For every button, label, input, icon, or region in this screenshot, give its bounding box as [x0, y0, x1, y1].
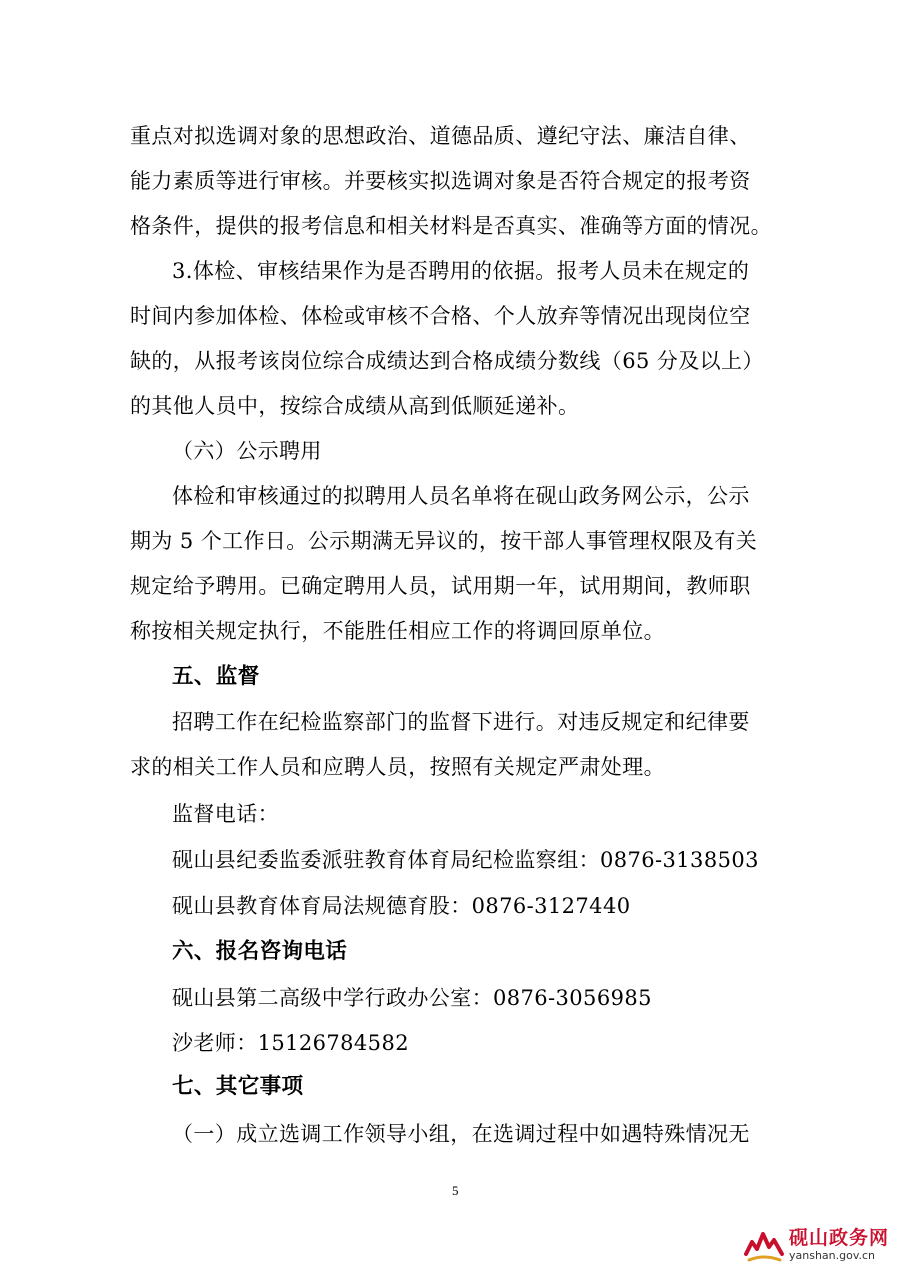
paragraph-line: 称按相关规定执行，不能胜任相应工作的将调回原单位。	[130, 619, 665, 643]
site-watermark	[743, 1222, 895, 1268]
phone-line: 沙老师：15126784582	[172, 1031, 409, 1055]
watermark-brand: 砚山政务网	[789, 1227, 890, 1249]
subsection-heading: （六）公示聘用	[172, 439, 322, 463]
paragraph-line: 招聘工作在纪检监察部门的监督下进行。对违反规定和纪律要	[172, 710, 750, 734]
paragraph-line: 时间内参加体检、体检或审核不合格、个人放弃等情况出现岗位空	[130, 304, 751, 328]
paragraph-line: 格条件，提供的报考信息和相关材料是否真实、准确等方面的情况。	[130, 214, 772, 238]
watermark-domain: yanshan.gov.cn	[789, 1249, 876, 1262]
phone-line: 砚山县纪委监委派驻教育体育局纪检监察组：0876-3138503	[172, 848, 759, 872]
paragraph-line: 重点对拟选调对象的思想政治、道德品质、遵纪守法、廉洁自律、	[130, 124, 751, 148]
paragraph-line: 期为 5 个工作日。公示期满无异议的，按干部人事管理权限及有关	[130, 529, 758, 553]
phone-line: 砚山县教育体育局法规德育股：0876-3127440	[172, 894, 631, 918]
paragraph-line: 3.体检、审核结果作为是否聘用的依据。报考人员未在规定的	[172, 259, 750, 283]
section-heading: 七、其它事项	[172, 1074, 304, 1099]
paragraph-line: 的其他人员中，按综合成绩从高到低顺延递补。	[130, 394, 580, 418]
section-heading: 六、报名咨询电话	[172, 939, 348, 964]
paragraph-line: 缺的，从报考该岗位综合成绩达到合格成绩分数线（65 分及以上）	[130, 349, 764, 373]
phone-line: 砚山县第二高级中学行政办公室：0876-3056985	[172, 986, 652, 1010]
phone-label: 监督电话：	[172, 802, 279, 826]
page-number: 5	[452, 1183, 459, 1198]
paragraph-line: 体检和审核通过的拟聘用人员名单将在砚山政务网公示，公示	[172, 484, 750, 508]
yanshan-logo-icon	[743, 1224, 785, 1266]
paragraph-line: 能力素质等进行审核。并要核实拟选调对象是否符合规定的报考资	[130, 169, 751, 193]
paragraph-line: 规定给予聘用。已确定聘用人员，试用期一年，试用期间，教师职	[130, 574, 751, 598]
paragraph-line: 求的相关工作人员和应聘人员，按照有关规定严肃处理。	[130, 755, 665, 779]
paragraph-line: （一）成立选调工作领导小组，在选调过程中如遇特殊情况无	[172, 1122, 750, 1146]
section-heading: 五、监督	[172, 664, 260, 689]
